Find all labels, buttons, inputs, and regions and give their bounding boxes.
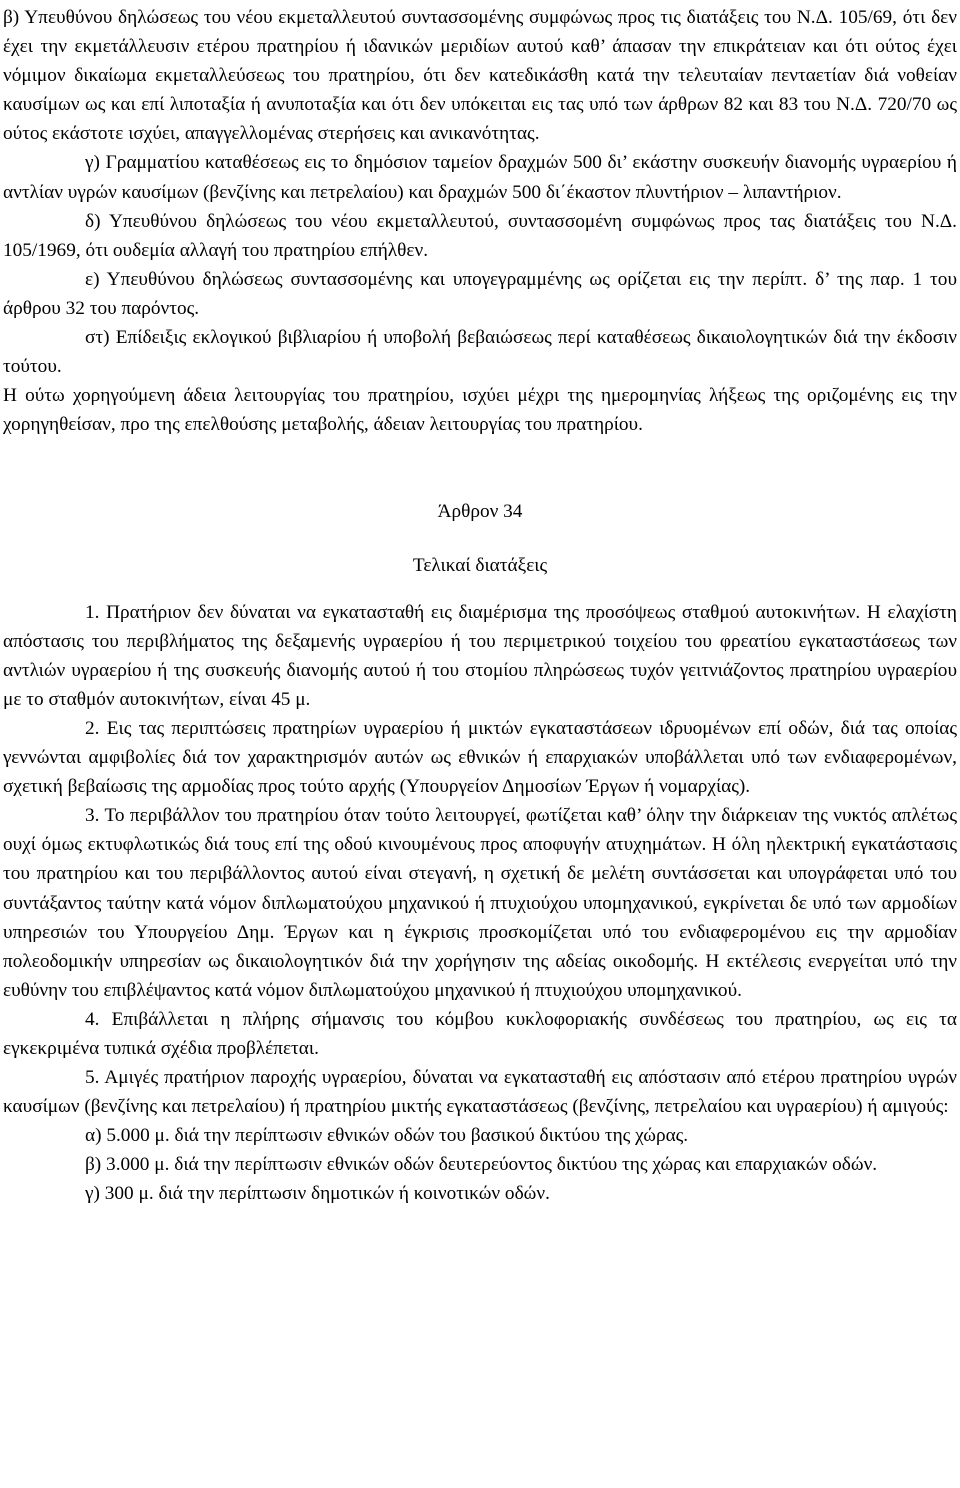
article-paragraph-2: 2. Εις τας περιπτώσεις πρατηρίων υγραερίου ή μικτών εγκαταστάσεων ιδρυομένων επί οδών, διά τας οποίας γεννώνται αμφιβολίες διά τον χαρακτηρισμόν αυτών ως εθνικών ή επαρχιακών υποβάλλεται υπό των ενδιαφερομένων, σχετική βεβαίωσις της αρμοδίας προς τούτο αρχής (Υπουργείον Δημοσίων Έργων ή νομαρχίας). bbox=[3, 717, 957, 798]
spacer bbox=[3, 580, 957, 598]
article-paragraph-5: 5. Αμιγές πρατήριον παροχής υγραερίου, δύναται να εγκατασταθή εις απόστασιν από ετέρου πρατηρίου υγρών καυσίμων (βενζίνης και πετρελαίου) ή πρατηρίου μικτής εγκαταστάσεως (βενζίνης, πετρελαίου και υγραερίου) ή αμιγούς: bbox=[3, 1067, 957, 1118]
spacer bbox=[3, 439, 957, 497]
paragraph-gamma: γ) Γραμματίου καταθέσεως εις το δημόσιον ταμείον δραχμών 500 δι’ εκάστην συσκευήν διανομής υγραερίου ή αντλίαν υγρών καυσίμων (βενζίνης και πετρελαίου) και δραχμών 500 δι΄έκαστον πλυντήριον – λιπαντήριον. bbox=[3, 152, 957, 203]
article-paragraph-5a: α) 5.000 μ. διά την περίπτωσιν εθνικών οδών του βασικού δικτύου της χώρας. bbox=[85, 1125, 689, 1147]
article-paragraph-3: 3. Το περιβάλλον του πρατηρίου όταν τούτο λειτουργεί, φωτίζεται καθ’ όλην την διάρκειαν της νυκτός απλέτως ουχί όμως εκτυφλωτικώς διά τους επί της οδού κινουμένους προς αποφυγήν ατυχημάτων. Η όλη ηλεκτρική εγκατάστασις του πρατηρίου και του περιβάλλοντος αυτού είναι στεγανή, η σχετική δε μελέτη συντάσσεται και υπογράφεται υπό του συντάξαντος ταύτην κατά νόμον διπλωματούχου μηχανικού ή πτυχιούχου υπομηχανικού, εγκρίνεται δε υπό των αρμοδίων υπηρεσιών του Υπουργείου Δημ. Έργων και η έγκρισις προσκομίζεται υπό του ενδιαφερομένου εις την αρμοδίαν πολεοδομικήν υπηρεσίαν ως δικαιολογητικόν διά την χορήγησιν της αδείας οικοδομής. Η εκτέλεσις ενεργείται υπό την ευθύνην του επιβλέψαντος κατά νόμον διπλωματούχου μηχανικού ή πτυχιούχου υπομηχανικού. bbox=[3, 805, 957, 1001]
article-paragraph-5b: β) 3.000 μ. διά την περίπτωσιν εθνικών οδών δευτερεύοντος δικτύου της χώρας και επαρχιακών οδών. bbox=[85, 1154, 878, 1176]
paragraph-beta: β) Υπευθύνου δηλώσεως του νέου εκμεταλλευτού συντασσομένης συμφώνως προς τις διατάξεις του Ν.Δ. 105/69, ότι δεν έχει την εκμετάλλευσιν ετέρου πρατηρίου ή ιδανικών μεριδίων αυτού καθ’ άπασαν την επικράτειαν και ότι ούτος έχει νόμιμον δικαίωμα εκμεταλλεύσεως του πρατηρίου, ότι δεν κατεδικάσθη κατά την τελευταίαν πενταετίαν διά νοθείαν καυσίμων ως και επί λιποταξία ή ανυποταξία και ότι δεν υπόκειται εις τας υπό των άρθρων 82 και 83 του Ν.Δ. 720/70 ως ούτος εκάστοτε ισχύει, απαγγελλομένας στερήσεις και ανικανότητας. bbox=[3, 7, 957, 145]
spacer bbox=[3, 527, 957, 551]
article-paragraph-1: 1. Πρατήριον δεν δύναται να εγκατασταθή εις διαμέρισμα της προσόψεως σταθμού αυτοκινήτων. Η ελαχίστη απόστασις του περιβλήματος της δεξαμενής υγραερίου ή του περιμετρικού τοιχείου του φρεατίου εγκαταστάσεως των αντλιών υγραερίου ή της συσκευής διανομής αυτού ή του στομίου πληρώσεως τυχόν γειτνιάζοντος πρατηρίου υγραερίου με το σταθμόν αυτοκινήτων, είναι 45 μ. bbox=[3, 601, 957, 710]
paragraph-epsilon: ε) Υπευθύνου δηλώσεως συντασσομένης και υπογεγραμμένης ως ορίζεται εις την περίπτ. δ’ της παρ. 1 του άρθρου 32 του παρόντος. bbox=[3, 268, 957, 319]
article-paragraph-4: 4. Επιβάλλεται η πλήρης σήμανσις του κόμβου κυκλοφοριακής συνδέσεως του πρατηρίου, ως εις τα εγκεκριμένα τυπικά σχέδια προβλέπεται. bbox=[3, 1008, 957, 1059]
article-paragraph-5c: γ) 300 μ. διά την περίπτωσιν δημοτικών ή κοινοτικών οδών. bbox=[85, 1183, 550, 1205]
paragraph-stigma: στ) Επίδειξις εκλογικού βιβλιαρίου ή υποβολή βεβαιώσεως περί καταθέσεως δικαιολογητικών διά την έκδοσιν τούτου. bbox=[3, 327, 957, 378]
article-title: Άρθρον 34 bbox=[437, 501, 523, 523]
paragraph-delta: δ) Υπευθύνου δηλώσεως του νέου εκμεταλλευτού, συντασσομένη συμφώνως προς τας διατάξεις του Ν.Δ. 105/1969, ότι ουδεμία αλλαγή του πρατηρίου επήλθεν. bbox=[3, 210, 957, 261]
article-subtitle: Τελικαί διατάξεις bbox=[412, 554, 548, 576]
paragraph-validity: Η ούτω χορηγούμενη άδεια λειτουργίας του πρατηρίου, ισχύει μέχρι της ημερομηνίας λήξεως της οριζομένης εις την χορηγηθείσαν, προ της επελθούσης μεταβολής, άδειαν λειτουργίας του πρατηρίου. bbox=[3, 385, 957, 436]
